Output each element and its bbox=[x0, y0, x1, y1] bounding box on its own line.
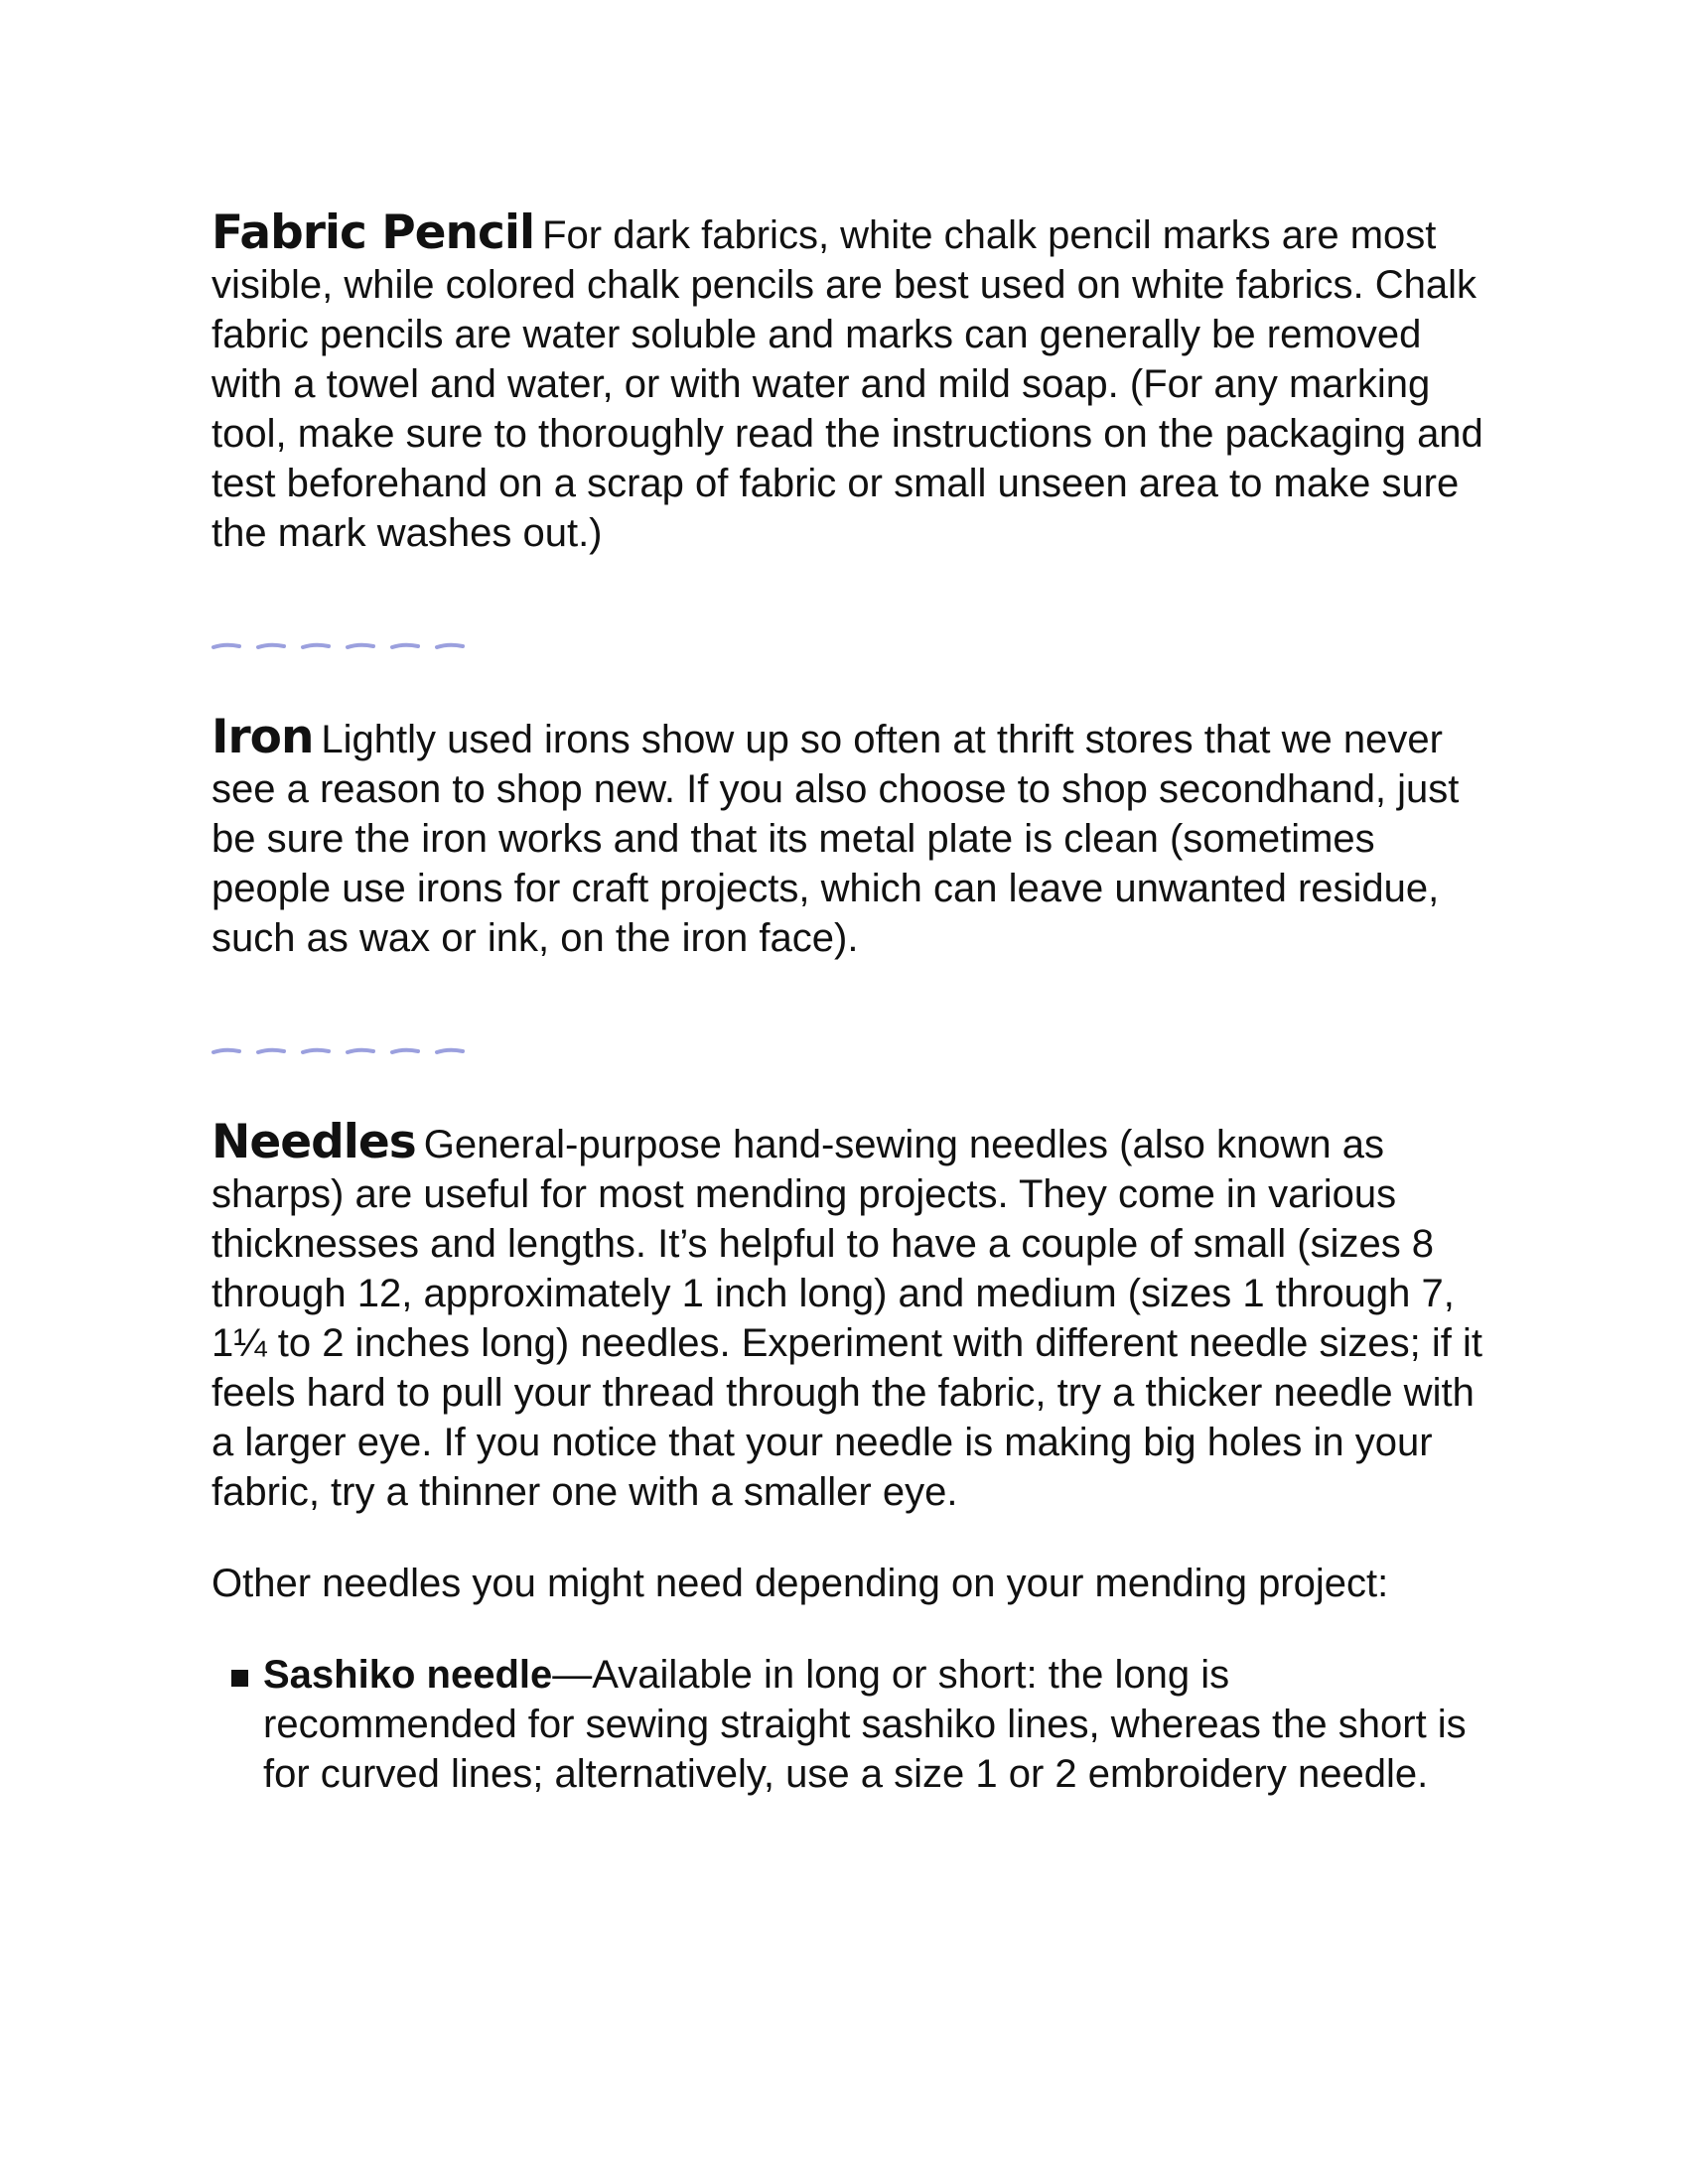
other-needles-intro: Other needles you might need depending on your mending project: bbox=[211, 1562, 1389, 1605]
stitch-dash bbox=[437, 645, 463, 647]
stitch-dash bbox=[258, 1050, 284, 1052]
iron-section bbox=[211, 710, 1492, 963]
stitch-dash bbox=[348, 645, 373, 647]
fabric-pencil-heading: Fabric Pencil bbox=[211, 205, 535, 260]
stitch-divider bbox=[211, 1044, 470, 1058]
needles-text: General-purpose hand-sewing needles (also known as sharps) are useful for most mending projects. They come in various thicknesses and lengths. It’s helpful to have a couple of small (sizes 8 through 12, approximately 1 inch long) and medium (sizes 1 through 7, 1¼ to 2 inches long) needles. Experiment with different needle sizes; if it feels hard to pull your thread through the fabric, try a thicker needle with a larger eye. If you notice that your needle is making big holes in your fabric, try a thinner one with a smaller eye. bbox=[211, 1123, 1482, 1514]
fabric-pencil-text: For dark fabrics, white chalk pencil marks are most visible, while colored chalk pencils are best used on white fabrics. Chalk fabric pencils are water soluble and marks can generally be removed with a towel and water, or with water and mild soap. (For any marking tool, make sure to thoroughly read the instructions on the packaging and test beforehand on a scrap of fabric or small unseen area to make sure the mark washes out.) bbox=[211, 213, 1483, 555]
sashiko-needle-term: Sashiko needle bbox=[263, 1653, 553, 1697]
iron-heading: Iron bbox=[211, 710, 314, 764]
stitch-dash bbox=[348, 1050, 373, 1052]
needle-type-list bbox=[211, 1650, 1492, 1799]
stitch-dash bbox=[213, 645, 239, 647]
list-item bbox=[211, 1650, 1492, 1799]
sashiko-needle-text: —Available in long or short: the long is recommended for sewing straight sashiko lines, whereas the short is for curved lines; alternatively, use a size 1 or 2 embroidery needle. bbox=[263, 1653, 1467, 1796]
needles-heading: Needles bbox=[211, 1115, 416, 1169]
stitch-dash bbox=[258, 645, 284, 647]
stitch-dash bbox=[303, 1050, 329, 1052]
iron-text: Lightly used irons show up so often at thrift stores that we never see a reason to shop new. If you also choose to shop secondhand, just be sure the iron works and that its metal plate is clean (sometimes people use irons for craft projects, which can leave unwanted residue, such as wax or ink, on the iron face). bbox=[211, 718, 1460, 960]
stitch-divider bbox=[211, 639, 470, 653]
stitch-dash bbox=[213, 1050, 239, 1052]
needles-section bbox=[211, 1115, 1492, 1517]
stitch-dash bbox=[392, 645, 418, 647]
document-page bbox=[211, 205, 1492, 1799]
square-bullet-icon bbox=[231, 1670, 248, 1687]
stitch-dash bbox=[392, 1050, 418, 1052]
fabric-pencil-section bbox=[211, 205, 1492, 558]
stitch-dash bbox=[303, 645, 329, 647]
stitch-dash bbox=[437, 1050, 463, 1052]
